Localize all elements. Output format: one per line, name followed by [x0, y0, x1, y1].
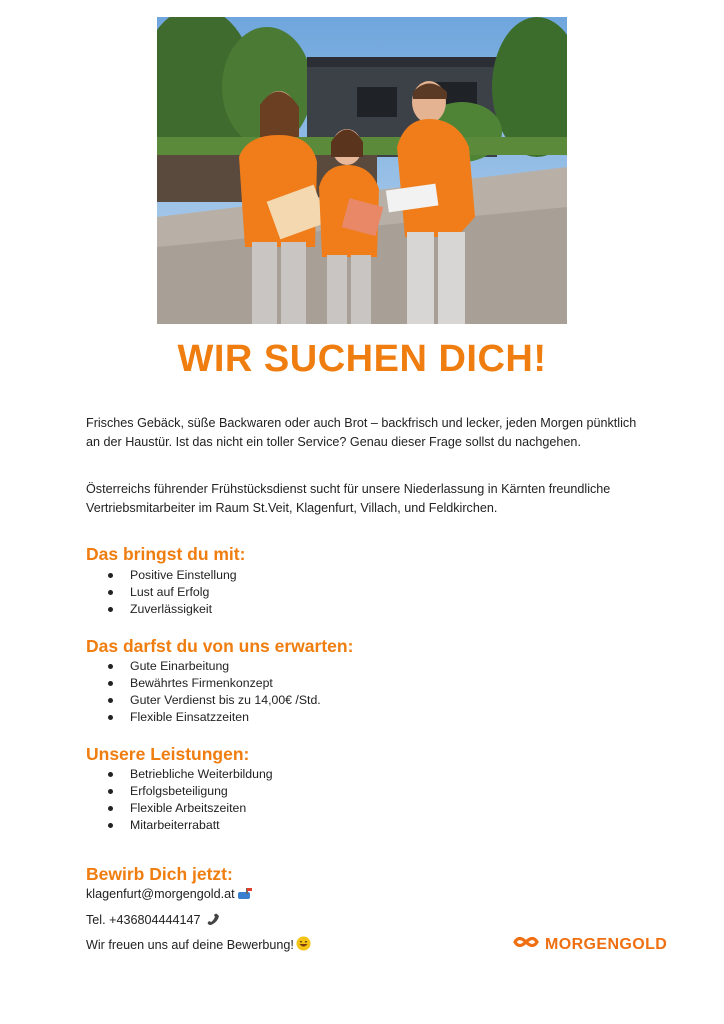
section-title-requirements: Das bringst du mit: [86, 544, 246, 564]
list-item: Zuverlässigkeit [108, 601, 237, 618]
benefits-list [108, 766, 273, 834]
list-item: Guter Verdienst bis zu 14,00€ /Std. [108, 692, 321, 709]
list-item: Flexible Einsatzzeiten [108, 709, 321, 726]
list-item: Lust auf Erfolg [108, 584, 237, 601]
list-item: Erfolgsbeteiligung [108, 783, 273, 800]
email-line [86, 887, 253, 903]
croissant-logo-icon [513, 934, 539, 955]
headline: WIR SUCHEN DICH! [177, 338, 547, 380]
section-title-apply: Bewirb Dich jetzt: [86, 864, 233, 884]
closing-text: Wir freuen uns auf deine Bewerbung! [86, 938, 294, 952]
list-item: Betriebliche Weiterbildung [108, 766, 273, 783]
closing-line [86, 936, 311, 954]
phone-line [86, 912, 220, 929]
list-item: Positive Einstellung [108, 567, 237, 584]
list-item: Mitarbeiterrabatt [108, 817, 273, 834]
section-title-expectations: Das darfst du von uns erwarten: [86, 636, 354, 656]
logo-text: MORGENGOLD [545, 935, 668, 953]
list-item: Flexible Arbeitszeiten [108, 800, 273, 817]
requirements-list [108, 567, 237, 618]
mailbox-icon [237, 888, 253, 903]
intro-paragraph-1: Frisches Gebäck, süße Backwaren oder auch Brot – backfrisch und lecker, jeden Morgen pünktlich an der Haustür. Ist das nicht ein toller Service? Genau dieser Frage sollst du nachgehen. [86, 416, 637, 449]
section-title-benefits: Unsere Leistungen: [86, 744, 250, 764]
phone-number[interactable]: Tel. +436804444147 [86, 913, 201, 927]
smiley-icon [296, 936, 311, 954]
list-item: Bewährtes Firmenkonzept [108, 675, 321, 692]
morgengold-logo [513, 934, 667, 955]
expectations-list [108, 658, 321, 726]
list-item: Gute Einarbeitung [108, 658, 321, 675]
team-photo [157, 17, 567, 324]
intro-paragraph-2: Österreichs führender Frühstücksdienst sucht für unsere Niederlassung in Kärnten freundliche Vertriebsmitarbeiter im Raum St.Veit, Klagenfurt, Villach, und Feldkirchen. [86, 482, 611, 515]
email-link[interactable]: klagenfurt@morgengold.at [86, 887, 235, 901]
phone-icon [206, 912, 220, 929]
